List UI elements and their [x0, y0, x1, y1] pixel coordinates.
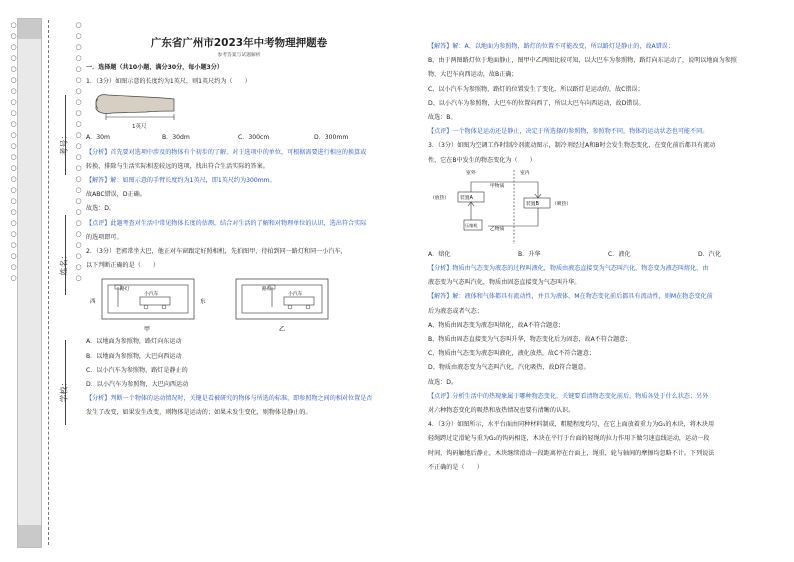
school-blank[interactable]: [65, 340, 66, 425]
q4-stem-line: 4．（3分）如图所示，水平台面由同种材料制成，粗糙程度均匀，在它上面放着重力为G₁的木块，将木块用: [428, 421, 715, 429]
q2-analysis-line: 发生了改变，如果发生改变，则物体是运动的；如果未发生变化，则物体是静止的。: [86, 409, 312, 417]
q3-comment-line: 对六种物态变化的吸热和放热情况也要有清晰的认识。: [428, 407, 575, 415]
cut-line-mark: ○: [75, 197, 82, 205]
exam-number-label: 考号：: [59, 131, 69, 156]
caption-yi: 乙: [279, 326, 286, 334]
q1-solution-line: 故选：D。: [86, 205, 116, 213]
cut-line-mark: ○: [10, 175, 17, 183]
q2-option-d[interactable]: D．以小汽车为参照物，大巴向西运动: [86, 381, 189, 389]
q1-option-a[interactable]: A．30m: [86, 134, 110, 142]
left-column: [86, 35, 392, 421]
cut-line-mark: ○: [10, 208, 17, 216]
q1-solution-line: 故ABC错误，D正确。: [86, 191, 146, 199]
west-label: 西: [90, 299, 96, 306]
q3-stem-line: 性，它在B中发生的物态变化为（ ）: [428, 156, 536, 164]
cut-line-mark: ○: [75, 230, 82, 238]
car-yi: [284, 297, 314, 305]
lamp-label-jia: 路灯: [120, 287, 130, 293]
car-jia: [140, 297, 170, 305]
dashed-cut-line-right: [74, 20, 83, 545]
q1-comment-line: 的选项即可。: [86, 233, 123, 241]
cut-line-mark: ○: [75, 208, 82, 216]
cut-line-mark: ○: [10, 87, 17, 95]
q2-option-b[interactable]: B．以地面为参照物，大巴向西运动: [86, 352, 182, 360]
q4-stem-line: 轻绳跨过定滑轮与重为G₂的钩码相连，木块在平行于台面的轻绳的拉力作用下做匀速直线运动，运动一段: [428, 435, 710, 443]
q3-solution-line: 【解答】解：液体和气体都具有流动性，并且为液体，M在物态变化前后都具有流动性，则M在物态变化前: [428, 293, 713, 301]
cut-line-mark: ○: [10, 230, 17, 238]
cut-line-mark: ○: [75, 252, 82, 260]
page-title: 广东省广州市2023年中考物理押题卷: [150, 37, 328, 49]
bus-window-figures: [86, 273, 386, 335]
q1-analysis-line: 转换，排除与生活实际相差较远的选项，找出符合生活实际的答案。: [86, 162, 269, 170]
q3-comment-line: 【点评】分析生活中的热现象属于哪种物态变化，关键要看清物态变化前后，物质各处于什么状态；另外: [428, 392, 709, 400]
q2-stem-line: 以下判断正确的是（ ）: [86, 262, 160, 270]
cut-line-mark: ○: [10, 197, 17, 205]
cut-line-mark: ○: [75, 76, 82, 84]
page-subtitle: 参考答案与试题解析: [217, 53, 261, 58]
q1-comment-line: 【点评】此题考查对生活中常见物体长度的估测，结合对生活的了解和对物理单位的认识，选出符合实际: [86, 219, 367, 227]
cut-line-mark: ○: [10, 65, 17, 73]
cut-line-mark: ○: [75, 153, 82, 161]
q2-stem-line: 2．（3分）老郭常坐大巴，他正对车窗跟定好照相机，先拍图甲，待拍到同一路灯和同一小汽车，: [86, 248, 347, 256]
release-heat-label: （放热）: [430, 195, 450, 201]
cut-line-mark: ○: [10, 153, 17, 161]
q3-stem-line: 3．（3分）如图为空调工作时制冷剂流动图示，制冷剂经过A和B时会发生物态变化，在变化前后都具有流动: [428, 142, 716, 150]
q3-analysis-line: 【分析】物质由气态变为液态的过程叫液化，物质由液态直接变为气态叫汽化，物态变为液态叫熔化，由: [428, 265, 709, 273]
cut-line-mark: ○: [75, 65, 82, 73]
cut-line-mark: ○: [75, 98, 82, 106]
absorb-heat-label: （吸热）: [552, 201, 572, 207]
q2-solution-line: 【解答】解：A、以地面为参照物，路灯的位置不可能改变，所以路灯是静止的，故A错误；: [428, 43, 674, 50]
cut-line-mark: ○: [10, 142, 17, 150]
q3-solution-line: 故选：D。: [428, 378, 458, 386]
q3-solution-line: D、物质由液态变为气态叫汽化，汽化吸热，故D符合题意。: [428, 364, 590, 372]
q2-figure: [86, 273, 392, 335]
cut-line-mark: ○: [10, 43, 17, 51]
caption-jia: 甲: [144, 326, 151, 334]
q2-analysis-line: 【分析】判断一个物体的运动情况时，关键是看被研究的物体与所选的标准，即参照物之间的相对位置是否: [86, 395, 373, 403]
cut-line-mark: ○: [10, 186, 17, 194]
cut-line-mark: ○: [75, 241, 82, 249]
cut-line-mark: ○: [10, 109, 17, 117]
q2-comment-line: 【点评】一个物体是运动还是静止，决定于所选择的参照物，参照物不同，物体的运动状态也可能不同。: [428, 128, 709, 136]
cut-line-mark: ○: [10, 164, 17, 172]
cut-line-mark: ○: [10, 32, 17, 40]
q3-option-b[interactable]: B．升华: [518, 250, 541, 258]
binding-margin: [0, 0, 90, 562]
q4-stem-line: 不正确的是（ ）: [428, 463, 483, 471]
car-label-yi: 小汽车: [288, 292, 303, 298]
q2-solution-line: D、以小汽车为参照物，大巴车的位置向西了，所以大巴车向西运动，故D错误。: [428, 99, 645, 107]
right-column: [428, 40, 780, 475]
q2-option-a[interactable]: A．以地面为参照物，路灯向东运动: [86, 338, 182, 346]
substance-jia-label: 甲物质: [490, 183, 505, 189]
cut-line-mark: ○: [75, 263, 82, 271]
q1-figure: [86, 89, 392, 131]
q3-option-c[interactable]: C．液化: [608, 250, 631, 258]
cut-line-mark: ○: [75, 175, 82, 183]
cut-line-mark: ○: [10, 98, 17, 106]
q3-option-a[interactable]: A．熔化: [428, 250, 451, 258]
cut-line-mark: ○: [10, 274, 17, 282]
q1-option-d[interactable]: D．300mm: [314, 134, 349, 142]
q3-solution-line: C、物质由气态变为液态叫液化，液化放热，故C不符合题意；: [428, 350, 595, 358]
cut-line-mark: ○: [75, 120, 82, 128]
cut-line-mark: ○: [10, 131, 17, 139]
cut-line-mark: ○: [10, 219, 17, 227]
exam-number-blank[interactable]: [65, 95, 66, 175]
dashed-cut-line-left: [9, 20, 18, 545]
cut-line-mark: ○: [75, 164, 82, 172]
car-label-jia: 小汽车: [144, 292, 159, 298]
cut-line-mark: ○: [75, 109, 82, 117]
section-heading: 一．选择题（共10小题，满分30分，每小题3分）: [86, 64, 223, 71]
dashed-line-middle: [48, 20, 49, 545]
cut-line-mark: ○: [75, 54, 82, 62]
outdoor-label: 室外: [466, 170, 476, 176]
gray-binding-strip: [17, 18, 42, 548]
substance-yi-label: 乙物质: [490, 226, 505, 232]
device-b-label: 装置B: [526, 201, 539, 207]
q3-figure: [428, 168, 780, 248]
q1-solution-line: 【解答】解：如图示意的手臂长度约为1英尺，即1英尺约为300mm。: [86, 177, 276, 185]
cut-line-mark: ○: [10, 54, 17, 62]
q1-figure-label: 1英尺: [132, 124, 147, 131]
q3-solution-line: 后为液态或者气态；: [428, 307, 483, 315]
compressor-label: 压缩机: [465, 222, 478, 228]
q2-solution-line: 故选：B。: [428, 114, 457, 122]
cut-line-mark: ○: [75, 131, 82, 139]
name-blank[interactable]: [65, 215, 66, 295]
q1-analysis-line: 【分析】首先要对选项中涉及的物体有个初步的了解，对于选项中的单位，可根据需要进行相应的换算或: [86, 148, 367, 156]
q2-solution-line: C、以小汽车为参照物，路灯的位置发生了变化，所以路灯是运动的，故C错误；: [428, 85, 644, 93]
cut-line-mark: ○: [75, 274, 82, 282]
cut-line-mark: ○: [75, 21, 82, 29]
cut-line-mark: ○: [10, 21, 17, 29]
indoor-label: 室内: [520, 170, 530, 176]
forearm-figure: [86, 89, 206, 131]
east-label: 东: [200, 299, 206, 306]
q3-analysis-line: 液态变为气态叫汽化，物质由固态直接变为气态叫升华。: [428, 279, 581, 287]
school-label: 学校：: [59, 378, 69, 403]
q2-option-c[interactable]: C．以小汽车为参照物，路灯是静止的: [86, 366, 188, 374]
cut-line-mark: ○: [75, 186, 82, 194]
cut-line-mark: ○: [75, 142, 82, 150]
cut-line-mark: ○: [75, 219, 82, 227]
q3-options: [428, 248, 780, 262]
name-label: 姓名：: [59, 251, 69, 276]
cut-line-mark: ○: [75, 32, 82, 40]
q4-stem-line: 时间，钩码触地后静止，木块继续滑动一段距离停在台面上，绳重，轮与轴间的摩擦均忽略不计。下列说法: [428, 449, 715, 457]
cut-line-mark: ○: [10, 241, 17, 249]
q1-option-b[interactable]: B．30dm: [162, 134, 190, 142]
aircon-flow-diagram: [428, 168, 628, 248]
q1-option-c[interactable]: C．300cm: [238, 134, 270, 142]
q1-stem: 1．（3分）如图示意的长度约为1英尺，则1英尺约为（ ）: [86, 78, 251, 86]
cut-line-mark: ○: [10, 76, 17, 84]
q1-options: [86, 131, 392, 145]
q3-option-d[interactable]: D．汽化: [698, 250, 721, 258]
cut-line-mark: ○: [10, 263, 17, 271]
q2-solution-line: 物，大巴车向西运动，故B正确；: [428, 71, 518, 79]
q3-solution-line: A、物质由固态变为液态叫熔化，故A不符合题意；: [428, 321, 565, 329]
cut-line-mark: ○: [75, 43, 82, 51]
q2-solution-line: B、由于两图路灯位于地面静止，图甲中乙两图比较可知，以大巴车为参照物，路灯向东运动了，说明以地面为参照: [428, 57, 737, 65]
cut-line-mark: ○: [10, 120, 17, 128]
cut-line-mark: ○: [75, 87, 82, 95]
cut-line-mark: ○: [10, 252, 17, 260]
device-a-label: 装置A: [460, 195, 473, 201]
lamp-label-yi: 路灯: [262, 287, 272, 293]
q3-solution-line: B、物质由固态直接变为气态叫升华，物态变化后为固态，故A不符合题意；: [428, 336, 632, 344]
